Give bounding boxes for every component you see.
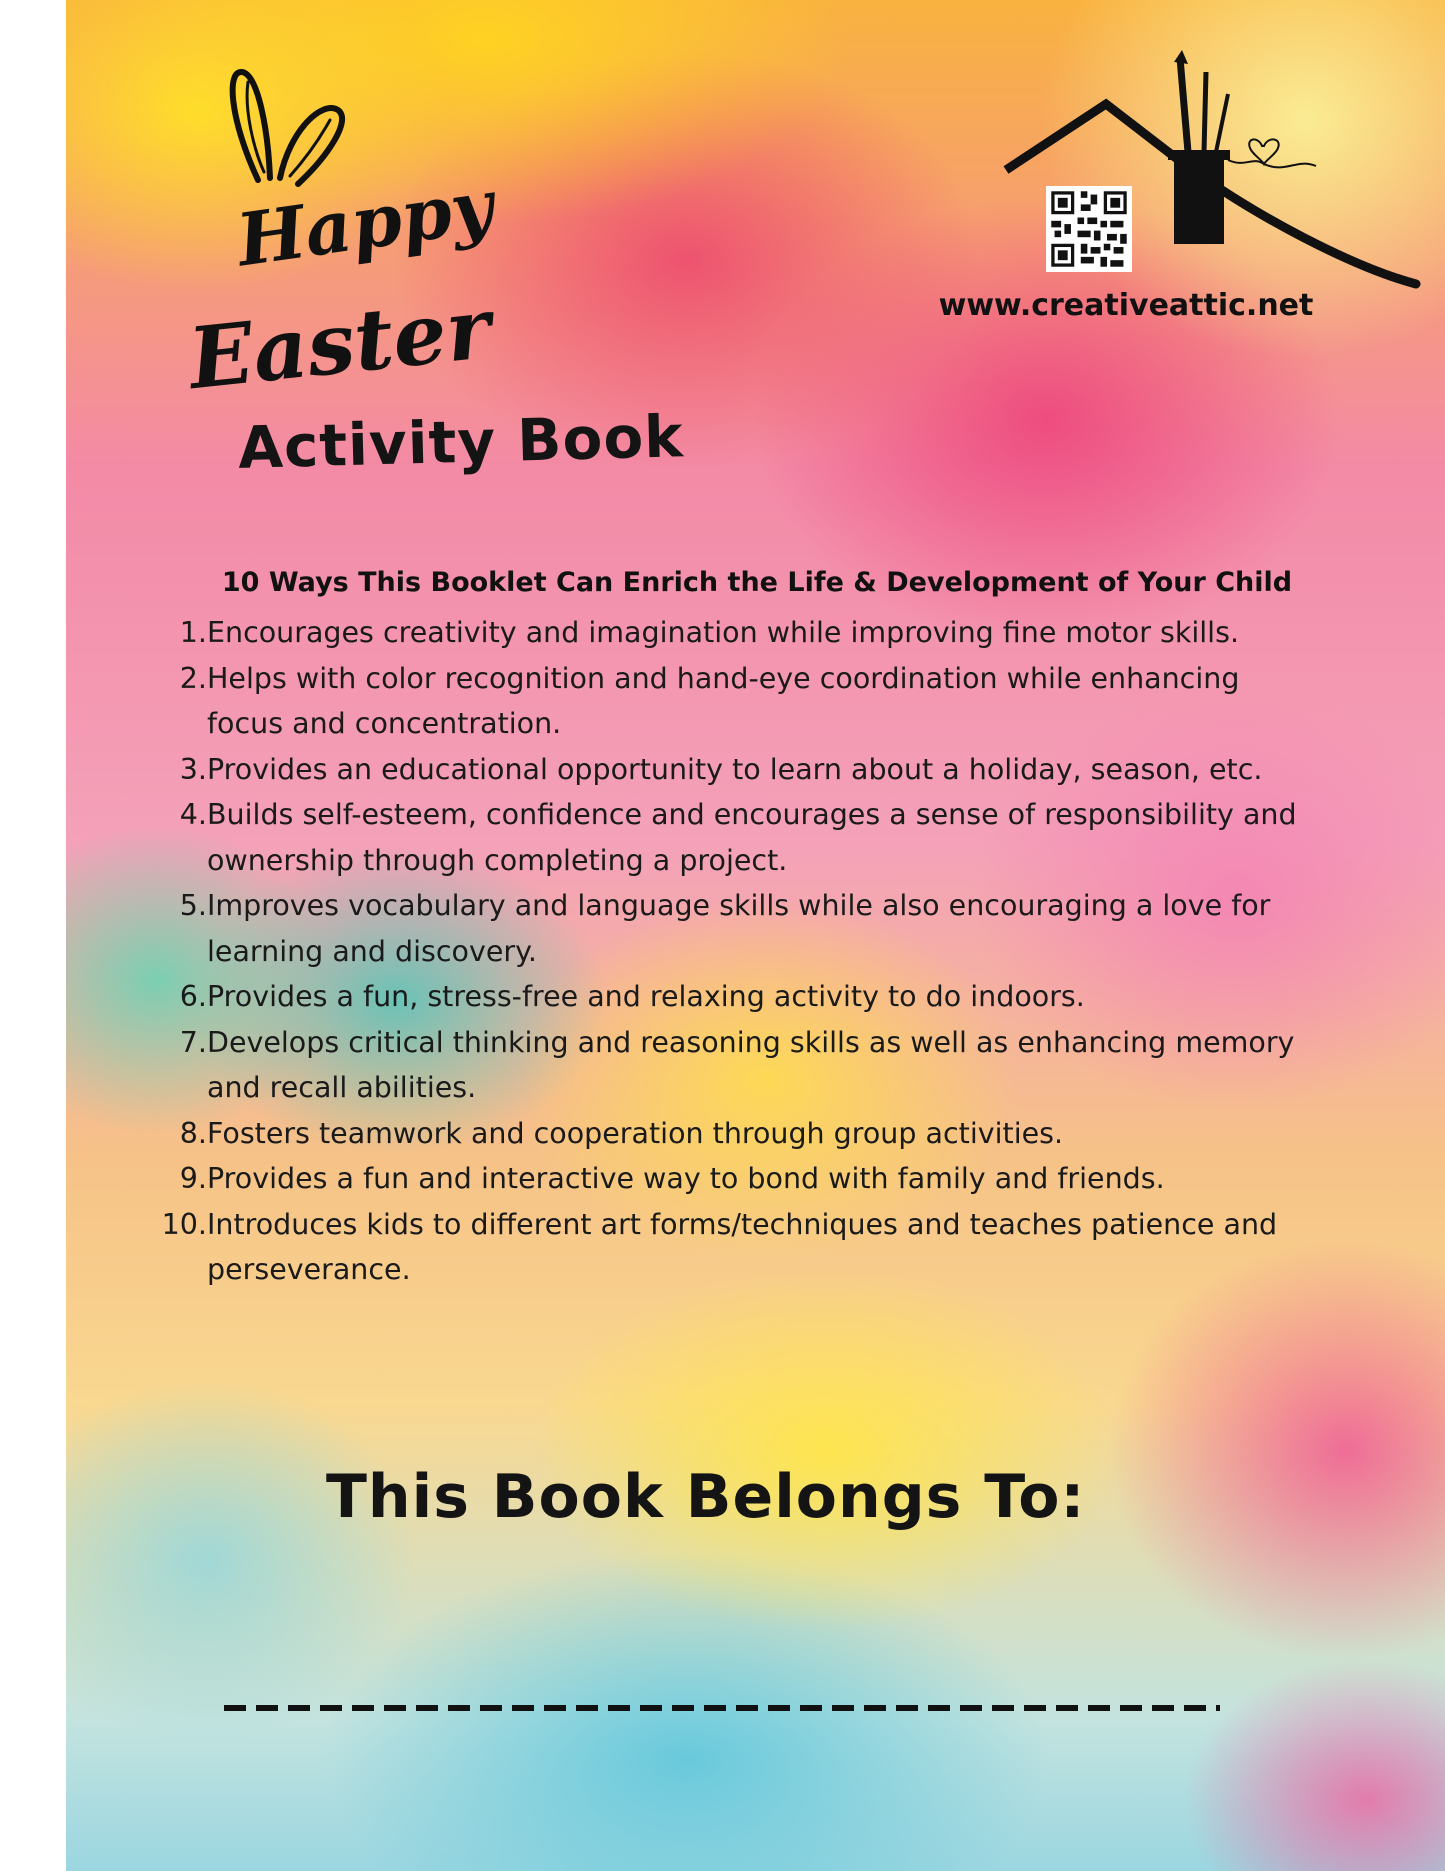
list-item-text: Encourages creativity and imagination while improving fine motor skills.	[207, 616, 1240, 649]
list-item-number: 7.	[179, 1025, 207, 1059]
list-item-number: 6.	[179, 980, 207, 1013]
qr-code-icon	[1046, 186, 1132, 272]
list-item	[120, 1020, 1440, 1111]
benefits-list	[120, 610, 1440, 1293]
list-item-text: Improves vocabulary and language skills while also encouraging a love for learning and discovery.	[207, 889, 1271, 968]
name-write-line[interactable]	[222, 1700, 1222, 1716]
website-url[interactable]: www.creativeattic.net	[938, 288, 1314, 323]
list-item-number: 10.	[161, 1207, 207, 1241]
activity-book-title: Activity Book	[237, 402, 685, 482]
list-item	[120, 883, 1440, 974]
list-item-number: 2.	[179, 661, 207, 695]
script-title-line2: Easter	[184, 278, 496, 409]
activity-book-cover	[66, 0, 1445, 1871]
list-item	[120, 747, 1440, 793]
bunny-ears-icon	[233, 72, 342, 184]
list-item-text: Introduces kids to different art forms/techniques and teaches patience and perseverance.	[207, 1207, 1278, 1286]
list-item	[120, 656, 1440, 747]
list-item-number: 4.	[179, 798, 207, 831]
paintbrush-jar-icon	[1168, 50, 1230, 244]
list-item	[120, 610, 1440, 656]
list-item	[120, 974, 1440, 1020]
belongs-to-label: This Book Belongs To:	[326, 1462, 1086, 1532]
list-item	[120, 1156, 1440, 1202]
happy-easter-logo	[130, 60, 499, 420]
list-item-text: Fosters teamwork and cooperation through group activities.	[207, 1116, 1064, 1150]
script-title-line1: Happy	[231, 162, 499, 283]
benefits-heading: 10 Ways This Booklet Can Enrich the Life & Development of Your Child	[221, 567, 1293, 598]
list-item-number: 1.	[179, 616, 207, 649]
list-item-number: 5.	[179, 889, 207, 922]
list-item-text: Helps with color recognition and hand-eye coordination while enhancing focus and concentration.	[207, 661, 1240, 740]
attic-roof-logo-icon	[1006, 104, 1176, 170]
list-item-text: Builds self-esteem, confidence and encourages a sense of responsibility and ownership through completing a project.	[207, 798, 1297, 877]
list-item	[120, 1111, 1440, 1157]
list-item-text: Provides a fun, stress-free and relaxing activity to do indoors.	[207, 980, 1085, 1013]
list-item-text: Develops critical thinking and reasoning skills as well as enhancing memory and recall abilities.	[207, 1025, 1295, 1104]
list-item-number: 9.	[179, 1162, 207, 1195]
list-item-text: Provides a fun and interactive way to bond with family and friends.	[207, 1162, 1165, 1195]
list-item	[120, 1202, 1440, 1293]
list-item	[120, 792, 1440, 883]
list-item-number: 8.	[179, 1116, 207, 1150]
list-item-number: 3.	[179, 752, 207, 786]
list-item-text: Provides an educational opportunity to learn about a holiday, season, etc.	[207, 752, 1263, 786]
